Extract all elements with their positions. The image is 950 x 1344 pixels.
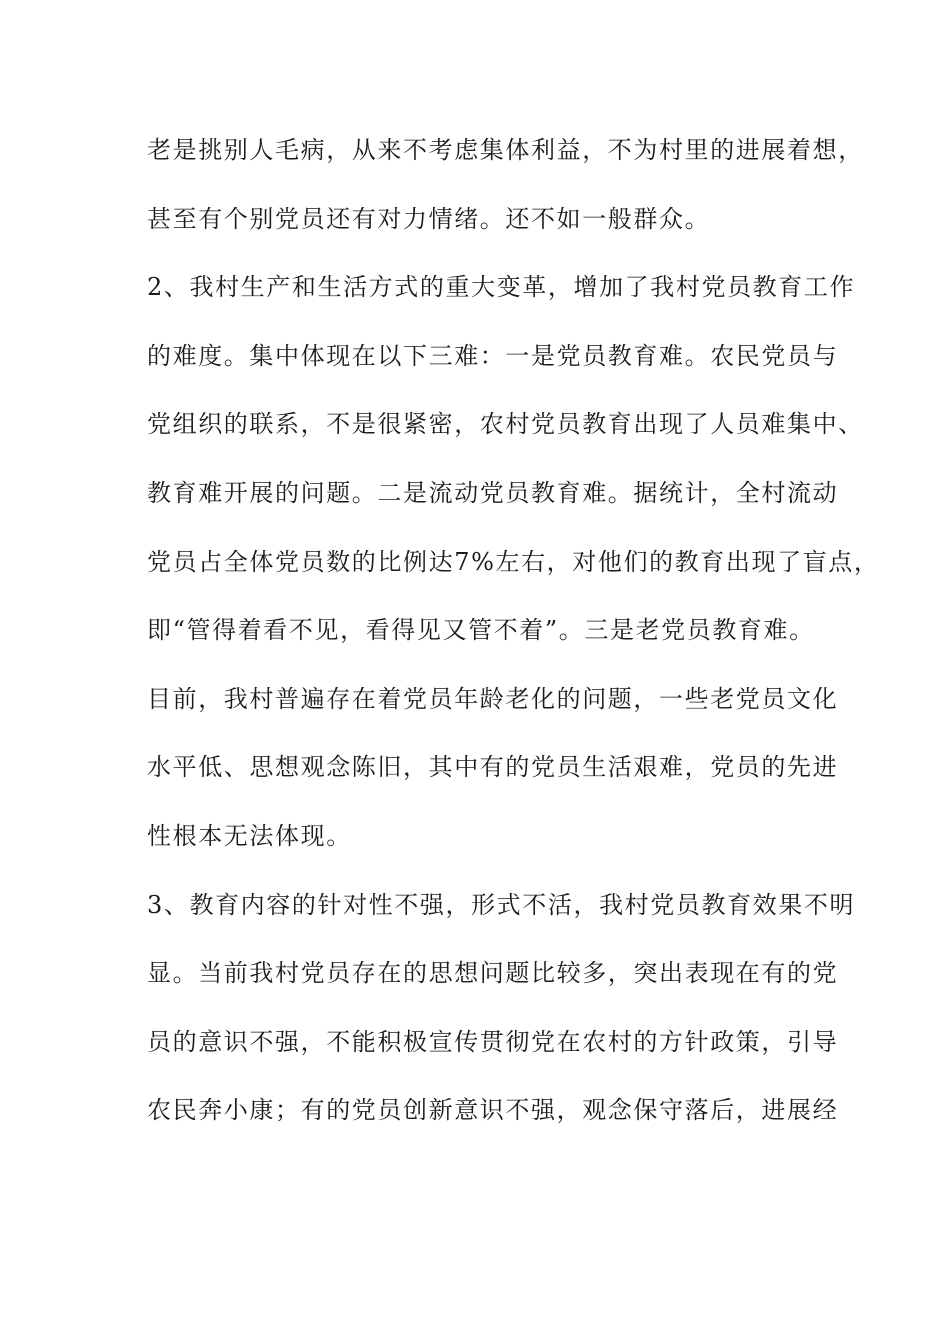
text-line: 教育难开展的问题。二是流动党员教育难。据统计，全村流动 — [147, 478, 839, 507]
text-line: 农民奔小康；有的党员创新意识不强，观念保守落后，进展经 — [147, 1096, 839, 1125]
text-line: 3、教育内容的针对性不强，形式不活，我村党员教育效果不明 — [147, 890, 856, 919]
body-text — [147, 130, 880, 1159]
text-line: 的难度。集中体现在以下三难：一是党员教育难。农民党员与 — [147, 341, 839, 370]
text-line: 2、我村生产和生活方式的重大变革，增加了我村党员教育工作 — [147, 273, 856, 302]
text-line: 水平低、思想观念陈旧，其中有的党员生活艰难，党员的先进 — [147, 753, 839, 782]
text-line: 显。当前我村党员存在的思想问题比较多，突出表现在有的党 — [147, 959, 839, 988]
text-line: 党组织的联系，不是很紧密，农村党员教育出现了人员难集中、 — [147, 410, 864, 439]
text-line: 目前，我村普遍存在着党员年龄老化的问题，一些老党员文化 — [147, 684, 839, 713]
text-line: 老是挑别人毛病，从来不考虑集体利益，不为村里的进展着想， — [147, 136, 864, 164]
text-line: 党员占全体党员数的比例达7%左右，对他们的教育出现了盲点， — [147, 547, 880, 576]
text-line: 即“管得着看不见，看得见又管不着”。三是老党员教育难。 — [147, 616, 815, 645]
text-line: 甚至有个别党员还有对力情绪。还不如一般群众。 — [147, 204, 711, 233]
text-line: 员的意识不强，不能积极宣传贯彻党在农村的方针政策，引导 — [147, 1027, 839, 1056]
text-line: 性根本无法体现。 — [147, 821, 352, 850]
